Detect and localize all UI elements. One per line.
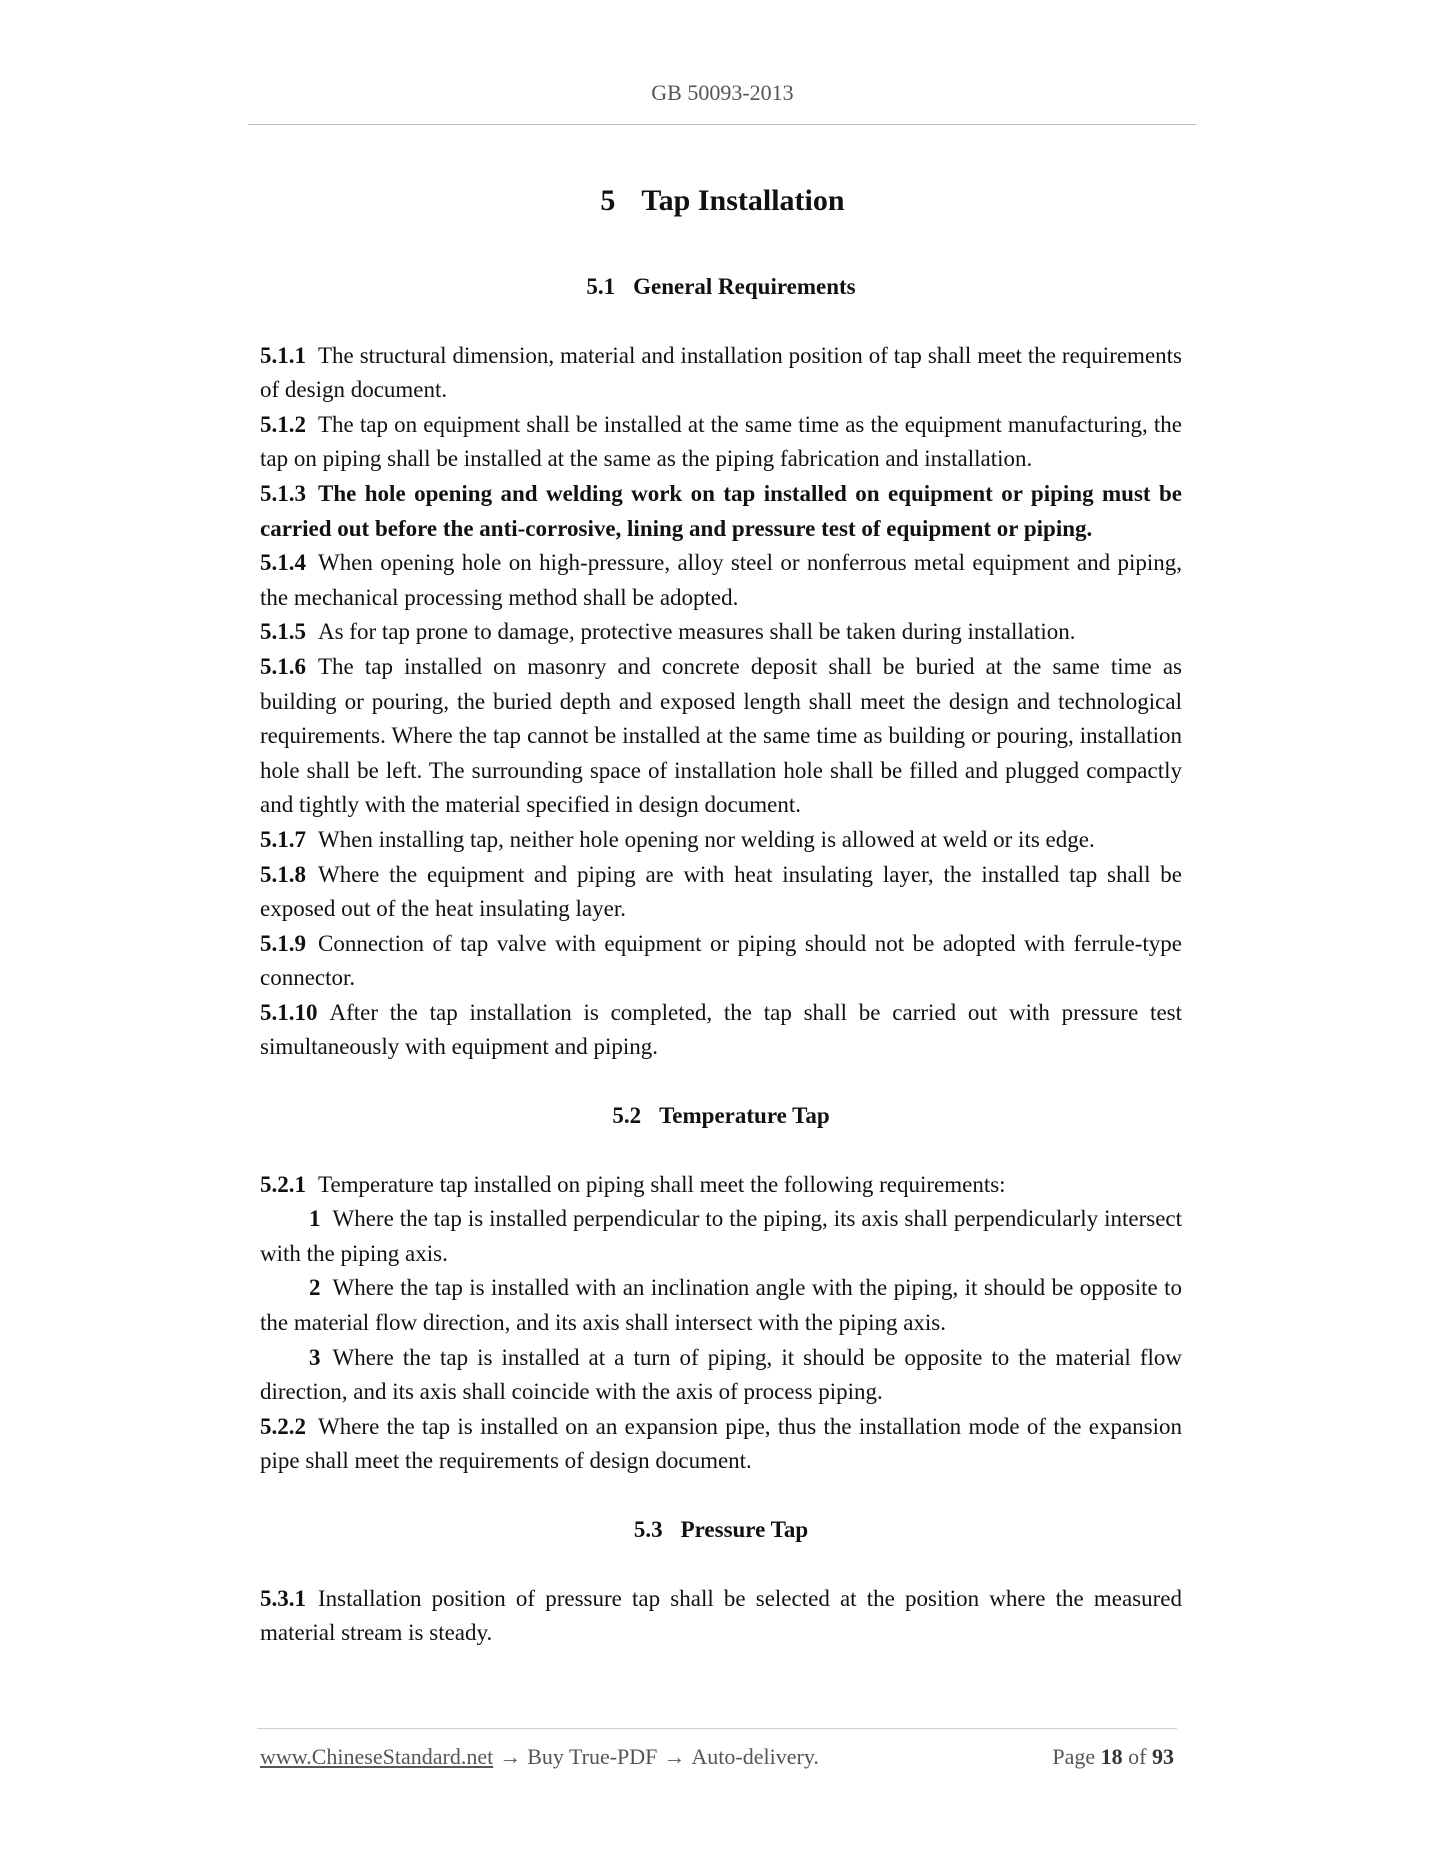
buy-pdf-text: Buy True-PDF [527,1744,658,1769]
header-divider [248,124,1196,125]
clause-5-1-3 [260,477,1182,546]
clause-5-2-2 [260,1410,1182,1479]
list-item-3 [260,1341,1182,1410]
clause-number: 5.1.7 [260,826,306,852]
clause-number: 5.1.2 [260,411,306,437]
site-link[interactable]: www.ChineseStandard.net [260,1744,494,1769]
arrow-right-icon: → [499,1744,522,1769]
item-text: Where the tap is installed with an inclination angle with the piping, it should be opposite to the material flow direction, and its axis shall intersect with the piping axis. [260,1275,1182,1336]
document-body [260,270,1182,1651]
footer-divider [257,1728,1177,1729]
item-text: Where the tap is installed perpendicular to the piping, its axis shall perpendicularly intersect with the piping axis. [260,1206,1182,1266]
clause-text: Installation position of pressure tap shall be selected at the position where the measured material stream is steady. [260,1585,1182,1646]
clause-5-1-8 [260,858,1182,927]
clause-text: Temperature tap installed on piping shall meet the following requirements: [318,1171,1006,1197]
footer-promo [260,1744,819,1770]
section-title-text: General Requirements [633,274,856,299]
page-footer [260,1744,1174,1770]
chapter-title-text: Tap Installation [641,184,845,217]
item-number: 3 [309,1344,321,1370]
clause-5-1-1 [260,339,1182,408]
clause-5-1-9 [260,927,1182,996]
document-code-header: GB 50093-2013 [651,80,794,105]
clause-5-1-10 [260,996,1182,1065]
section-number: 5.2 [612,1103,642,1129]
list-item-1 [260,1202,1182,1271]
item-text: Where the tap is installed at a turn of piping, it should be opposite to the material flow direction, and its axis shall coincide with the axis of process piping. [260,1344,1182,1405]
clause-5-1-5 [260,615,1182,650]
clause-text: Connection of tap valve with equipment or piping should not be adopted with ferrule-type connector. [260,930,1182,991]
chapter-number: 5 [600,184,616,217]
clause-number: 5.1.5 [260,619,306,645]
clause-5-1-6 [260,650,1182,823]
page-label: Page [1052,1744,1096,1769]
list-item-2 [260,1271,1182,1340]
clause-number: 5.1.10 [260,999,318,1025]
arrow-right-icon: → [663,1744,686,1769]
of-label: of [1128,1744,1147,1769]
clause-text: Where the tap is installed on an expansion pipe, thus the installation mode of the expansion pipe shall meet the requirements of design document. [260,1413,1182,1474]
clause-text: When opening hole on high-pressure, alloy steel or nonferrous metal equipment and piping, the mechanical processing method shall be adopted. [260,550,1182,610]
clause-text: The tap installed on masonry and concrete deposit shall be buried at the same time as building or pouring, the buried depth and exposed length shall meet the design and technological requirements. Where the tap cannot be installed at the same time as building or pouring, installation hole shall be left. The surrounding space of installation hole shall be filled and plugged compactly and tightly with the material specified in design document. [260,653,1182,818]
clause-5-2-1 [260,1168,1182,1203]
page-current: 18 [1100,1744,1123,1769]
clause-text: The hole opening and welding work on tap installed on equipment or piping must be carried out before the anti-corrosive, lining and pressure test of equipment or piping. [260,480,1182,541]
clause-5-1-4 [260,546,1182,615]
clause-text: Where the equipment and piping are with heat insulating layer, the installed tap shall be exposed out of the heat insulating layer. [260,861,1182,922]
clause-number: 5.2.1 [260,1171,306,1197]
clause-number: 5.1.4 [260,550,306,576]
clause-number: 5.1.6 [260,653,306,679]
clause-number: 5.3.1 [260,1585,306,1611]
clause-5-3-1 [260,1582,1182,1651]
chapter-title [0,184,1445,218]
section-title-5-3 [260,1513,1182,1548]
clause-number: 5.1.8 [260,861,306,887]
section-title-text: Temperature Tap [659,1103,830,1129]
clause-text: After the tap installation is completed, the tap shall be carried out with pressure test simultaneously with equipment and piping. [260,999,1182,1060]
clause-number: 5.1.1 [260,342,306,368]
item-number: 2 [309,1275,321,1301]
clause-number: 5.1.9 [260,930,306,956]
clause-text: As for tap prone to damage, protective measures shall be taken during installation. [318,619,1076,645]
clause-5-1-7 [260,823,1182,858]
item-number: 1 [309,1206,321,1232]
clause-number: 5.1.3 [260,480,306,506]
page-indicator [1052,1744,1174,1770]
clause-5-1-2 [260,408,1182,477]
section-title-5-2 [260,1099,1182,1134]
section-number: 5.1 [586,274,616,299]
auto-delivery-text: Auto-delivery. [691,1744,819,1769]
section-title-5-1 [260,270,1182,305]
clause-number: 5.2.2 [260,1413,306,1439]
clause-text: When installing tap, neither hole opening nor welding is allowed at weld or its edge. [318,826,1095,852]
section-number: 5.3 [633,1517,663,1542]
section-title-text: Pressure Tap [680,1517,809,1542]
page-total: 93 [1152,1744,1174,1769]
clause-text: The tap on equipment shall be installed at the same time as the equipment manufacturing, the tap on piping shall be installed at the same as the piping fabrication and installation. [260,411,1182,472]
clause-text: The structural dimension, material and installation position of tap shall meet the requirements of design document. [260,342,1182,403]
